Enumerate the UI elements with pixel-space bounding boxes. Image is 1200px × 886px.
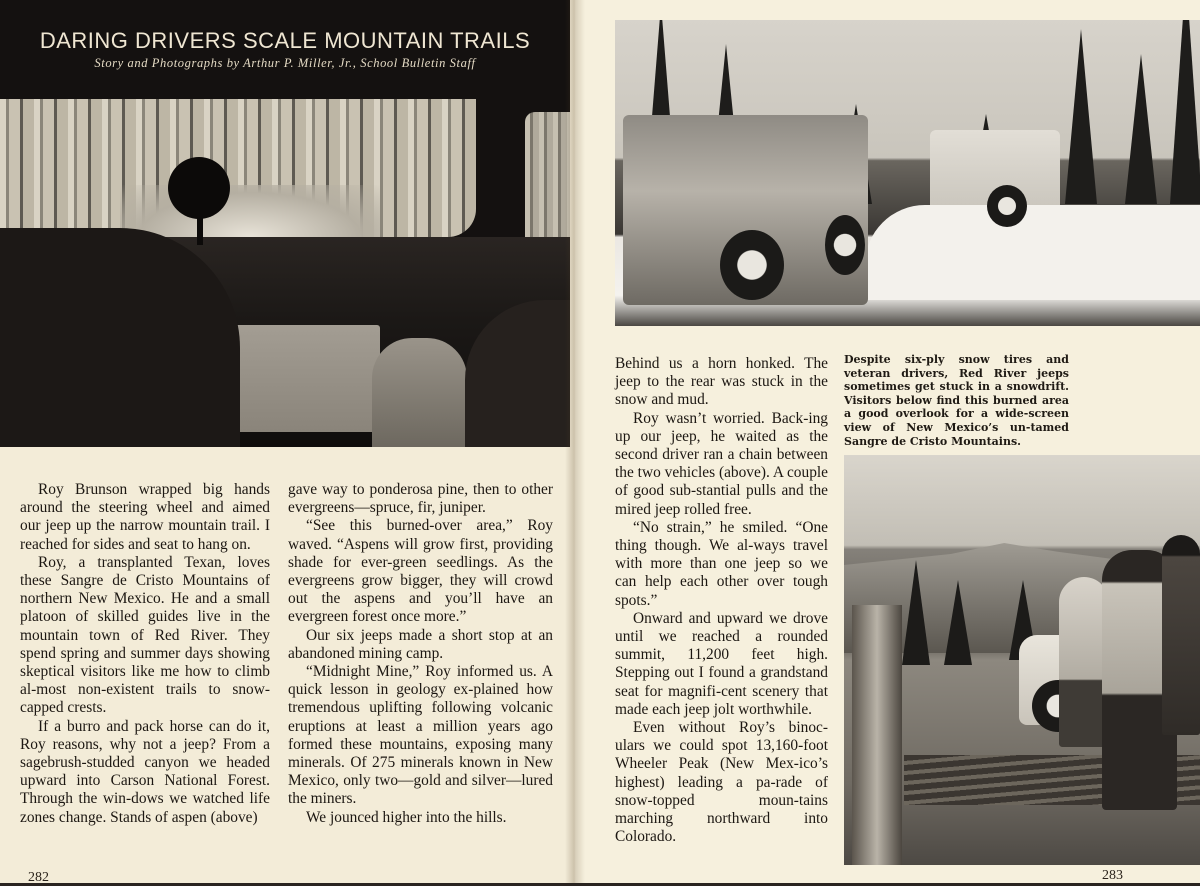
- paragraph: Even without Roy’s binoc-ulars we could spot 13,160-foot Wheeler Peak (New Mex-ico’s highest) leading a pa-rade of snow-topped moun-tains marching northward into Colorado.: [615, 719, 828, 846]
- spruce-tree: [1125, 54, 1157, 204]
- article-column-1: [20, 481, 270, 827]
- rearview-mirror: [168, 157, 230, 219]
- paragraph: “No strain,” he smiled. “One thing though. We al-ways travel with more than one jeep so we can help each other over tough spots.”: [615, 518, 828, 609]
- jeep-wheel: [825, 215, 865, 275]
- paragraph: “See this burned-over area,” Roy waved. “Aspens will grow first, providing shade for ever-green seedlings. As the evergreens grow bigger, they will crowd out the aspens and you’ll have an evergreen forest once more.”: [288, 517, 553, 626]
- paragraph: “Midnight Mine,” Roy informed us. A quick lesson in geology ex-plained how tremendous uplifting following volcanic eruptions at least a million years ago formed these mountains, exposing many minerals. Of 275 minerals known in New Mexico, only two—gold and silver—lured the miners.: [288, 663, 553, 808]
- headline: DARING DRIVERS SCALE MOUNTAIN TRAILS: [39, 28, 531, 53]
- paragraph: Our six jeeps made a short stop at an abandoned mining camp.: [288, 626, 553, 662]
- spruce-tree: [1170, 20, 1200, 204]
- byline: Story and Photographs by Arthur P. Miller, Jr., School Bulletin Staff: [94, 56, 476, 70]
- forest-trail: [120, 185, 380, 237]
- paragraph: If a burro and pack horse can do it, Roy reasons, why not a jeep? From a sagebrush-studded canyon we headed upward into Carson National Forest. Through the win-dows we watched life zones change. Stands of aspen (above): [20, 717, 270, 826]
- jeeps-in-snow-photo: [615, 20, 1200, 326]
- guide-in-hat: [1162, 535, 1200, 735]
- paragraph: Roy Brunson wrapped big hands around the steering wheel and aimed our jeep up the narrow mountain trail. I reached for sides and seat to hang on.: [20, 481, 270, 553]
- burned-stump: [852, 605, 902, 865]
- paragraph: Behind us a horn honked. The jeep to the rear was stuck in the snow and mud.: [615, 355, 828, 409]
- paragraph: Roy wasn’t worried. Back-ing up our jeep, he waited as the second driver ran a chain between the two vehicles (above). A couple of good sub-stantial pulls and the mired jeep rolled free.: [615, 409, 828, 518]
- paragraph: Onward and upward we drove until we reached a rounded summit, 11,200 feet high. Stepping out I found a grandstand seat for magnifi-cent scenery that made each jeep jolt worthwhile.: [615, 609, 828, 718]
- article-column-3: [615, 355, 828, 846]
- jeep-wheel: [987, 185, 1027, 227]
- paragraph: We jounced higher into the hills.: [306, 808, 507, 826]
- passenger-knee: [372, 338, 467, 447]
- page-number-left: 282: [28, 870, 49, 885]
- jeep-wheel: [720, 230, 784, 300]
- left-page: [0, 0, 575, 883]
- spruce-tree: [944, 580, 972, 665]
- spruce-tree: [902, 560, 930, 665]
- spruce-tree: [1065, 29, 1097, 204]
- page-number-right: 283: [1102, 868, 1123, 883]
- paragraph: gave way to ponderosa pine, then to other evergreens—spruce, fir, juniper.: [288, 481, 553, 517]
- article-column-2: [288, 481, 553, 827]
- paragraph: Roy, a transplanted Texan, loves these Sangre de Cristo Mountains of northern New Mexico. He and a small platoon of skilled guides live in the mountain town of Red River. They spend spring and summer days showing skeptical visitors like me how to climb al-most non-existent trails to snow-capped crests.: [20, 553, 270, 717]
- summit-overlook-photo: [844, 455, 1200, 865]
- photo-caption: Despite six-ply snow tires and veteran drivers, Red River jeeps sometimes get stuck in a snowdrift. Visitors below find this burned area a good overlook for a wide-screen view of New Mexico’s un-tamed Sangre de Cristo Mountains.: [844, 353, 1069, 448]
- snowbank: [865, 205, 1200, 300]
- glovebox-panel: [228, 325, 380, 432]
- mirror-stem: [197, 215, 203, 245]
- hero-photo: [0, 0, 570, 447]
